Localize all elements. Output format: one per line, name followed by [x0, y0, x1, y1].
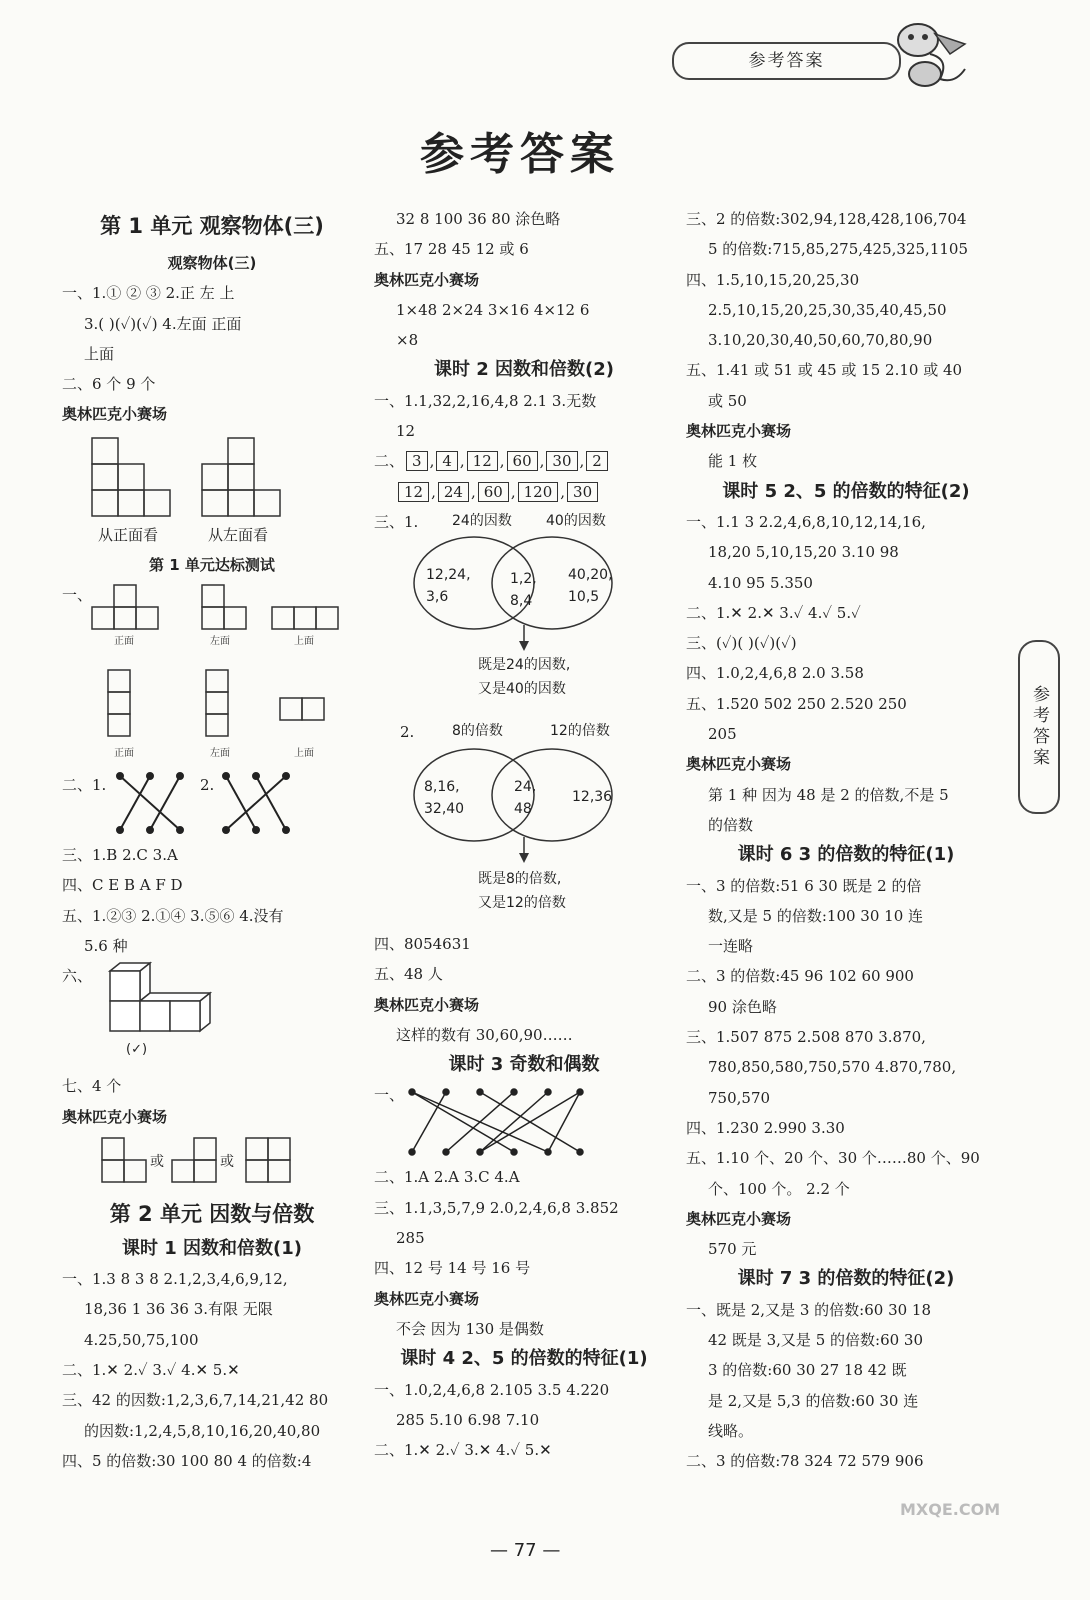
answer-line: 18,20 5,10,15,20 3.10 98 — [708, 543, 899, 562]
answer-line: 五、1.②③ 2.①④ 3.⑤⑥ 4.没有 — [62, 906, 284, 925]
answer-line: 四、1.5,10,15,20,25,30 — [686, 270, 860, 289]
answer-line: 二、1.✕ 2.✕ 3.✓ 4.✓ 5.✓ — [686, 603, 861, 622]
venn-label: 24的因数 — [452, 512, 512, 529]
olympiad-heading: 奥林匹克小赛场 — [374, 1289, 480, 1308]
venn-value: 3,6 — [426, 588, 449, 605]
answer-line: 一、1.3 8 3 8 2.1,2,3,4,6,9,12, — [62, 1270, 288, 1289]
or-label: 或 — [150, 1153, 164, 1170]
venn-value: 10,5 — [568, 588, 600, 605]
page-number: — 77 — — [490, 1540, 561, 1561]
answer-line: 18,36 1 36 36 3.有限 无限 — [84, 1300, 273, 1319]
answer-line: 第 1 种 因为 48 是 2 的倍数,不是 5 — [708, 785, 949, 804]
answer-line: 二、1.A 2.A 3.C 4.A — [374, 1168, 520, 1187]
unit-heading: 第 1 单元 观察物体(三) — [100, 214, 324, 238]
olympiad-heading: 奥林匹克小赛场 — [686, 1209, 792, 1228]
answer-line: 750,570 — [708, 1088, 771, 1107]
answer-line: 一、3 的倍数:51 6 30 既是 2 的倍 — [686, 876, 922, 895]
venn-diagram-multiples — [374, 717, 674, 929]
question-number: 六、 — [62, 967, 93, 986]
answer-line: 的因数:1,2,4,5,8,10,16,20,40,80 — [84, 1421, 321, 1440]
question-number: 一、 — [374, 1086, 405, 1105]
olympiad-heading: 奥林匹克小赛场 — [62, 405, 168, 424]
question-number: 一、 — [62, 586, 93, 605]
answer-line: 能 1 枚 — [708, 452, 758, 471]
figure-caption: 从正面看 — [98, 525, 159, 544]
answer-line: 四、12 号 14 号 16 号 — [374, 1259, 531, 1278]
boxed-answer: 60 — [478, 482, 509, 502]
lesson-heading: 课时 4 2、5 的倍数的特征(1) — [400, 1348, 648, 1370]
answer-line: 一、1.1 3 2.2,4,6,8,10,12,14,16, — [686, 512, 926, 531]
lesson-heading: 课时 6 3 的倍数的特征(1) — [737, 844, 955, 866]
venn-value: 48 — [514, 800, 532, 817]
answer-line: 4.10 95 5.350 — [708, 573, 813, 592]
answer-line: 一连略 — [708, 937, 754, 956]
boxed-answer: 12 — [467, 451, 498, 471]
answer-line: 4.25,50,75,100 — [84, 1330, 199, 1349]
answer-line: 不会 因为 130 是偶数 — [396, 1319, 544, 1338]
answer-line: 3 的倍数:60 30 27 18 42 既 — [708, 1361, 907, 1380]
side-tab: 参考答案 — [1018, 640, 1060, 814]
boxed-answer: 30 — [567, 482, 598, 502]
boxed-answer: 120 — [518, 482, 559, 502]
venn-label: 8的倍数 — [452, 722, 503, 739]
answer-line: 数,又是 5 的倍数:100 30 10 连 — [708, 906, 924, 925]
venn-value: 8,16, — [424, 778, 460, 795]
olympiad-heading: 奥林匹克小赛场 — [686, 755, 792, 774]
answer-line: 五、1.520 502 250 2.520 250 — [686, 694, 907, 713]
view-label: 上面 — [294, 748, 314, 760]
venn-value: 8,4 — [510, 592, 533, 609]
view-label: 左面 — [210, 748, 230, 760]
venn-caption: 既是8的倍数, — [478, 870, 562, 887]
answer-line: 二、3 的倍数:78 324 72 579 906 — [686, 1452, 924, 1471]
cube-figure — [62, 961, 362, 1071]
shape-options-figure — [62, 1132, 362, 1194]
answer-line: 570 元 — [708, 1240, 757, 1259]
venn-value: 12,36 — [572, 788, 613, 805]
answer-line: 5.6 种 — [84, 936, 128, 955]
view-label: 正面 — [114, 636, 134, 648]
answer-line: 3.10,20,30,40,50,60,70,80,90 — [708, 331, 933, 350]
answer-line: 三、1.507 875 2.508 870 3.870, — [686, 1028, 926, 1047]
or-label: 或 — [220, 1153, 234, 1170]
answer-line: ×8 — [396, 331, 419, 350]
answer-line: 1×48 2×24 3×16 4×12 6 — [396, 300, 590, 319]
answer-line: 三、1.1,3,5,7,9 2.0,2,4,6,8 3.852 — [374, 1198, 619, 1217]
answer-line: 三、2 的倍数:302,94,128,428,106,704 — [686, 210, 967, 228]
venn-value: 1,2, — [510, 570, 537, 587]
answer-line: 285 — [396, 1229, 425, 1248]
question-number: 2. — [400, 722, 415, 741]
answer-line: 3.( )(✓)(✓) 4.左面 正面 — [84, 314, 242, 333]
lesson-heading: 课时 1 因数和倍数(1) — [121, 1237, 303, 1259]
figure-caption: 从左面看 — [208, 525, 269, 544]
answer-line: 的倍数 — [708, 815, 754, 834]
boxed-answer: 4 — [436, 451, 458, 471]
answer-line: 205 — [708, 725, 737, 744]
answer-line: 四、5 的倍数:30 100 80 4 的倍数:4 — [62, 1451, 312, 1470]
olympiad-heading: 奥林匹克小赛场 — [686, 422, 792, 441]
boxed-answer: 2 — [586, 451, 608, 471]
odd-even-matching-figure — [374, 1080, 674, 1162]
answer-line: 四、1.230 2.990 3.30 — [686, 1118, 845, 1137]
answer-line: 四、C E B A F D — [62, 876, 183, 895]
question-number: 三、1. — [374, 512, 419, 531]
answer-line: 90 涂色略 — [708, 997, 777, 1016]
boxed-answer: 30 — [546, 451, 577, 471]
venn-value: 32,40 — [424, 800, 465, 817]
lesson-heading: 课时 3 奇数和偶数 — [448, 1054, 600, 1076]
answer-line: 12 — [396, 422, 416, 441]
answer-line: 五、1.41 或 51 或 45 或 15 2.10 或 40 — [686, 361, 963, 380]
check-mark: (✓) — [126, 1042, 148, 1058]
answer-line: 五、48 人 — [374, 965, 443, 984]
answer-line: 五、1.10 个、20 个、30 个……80 个、90 — [686, 1149, 980, 1168]
column-1 — [62, 204, 362, 1476]
boxed-answer: 12 — [398, 482, 429, 502]
answer-line: 线略。 — [708, 1421, 754, 1440]
answer-line: 三、1.B 2.C 3.A — [62, 846, 178, 865]
venn-label: 40的因数 — [546, 512, 606, 529]
column-3 — [686, 204, 1006, 1476]
answer-line: 或 50 — [708, 391, 747, 410]
venn-caption: 既是24的因数, — [478, 656, 571, 673]
view-label: 左面 — [210, 636, 230, 648]
answer-line: 三、(✓)( )(✓)(✓) — [686, 634, 797, 653]
venn-caption: 又是12的倍数 — [478, 894, 566, 911]
answer-line: 四、8054631 — [374, 934, 471, 953]
venn-diagram-factors — [374, 507, 674, 717]
answer-line: 七、4 个 — [62, 1077, 122, 1096]
section-heading: 观察物体(三) — [167, 254, 257, 272]
boxed-answer: 3 — [406, 451, 428, 471]
question-number: 二、1. — [62, 776, 107, 795]
answer-line: 5 的倍数:715,85,275,425,325,1105 — [708, 240, 968, 259]
olympiad-heading: 奥林匹克小赛场 — [62, 1107, 168, 1126]
answer-line: 780,850,580,750,570 4.870,780, — [708, 1058, 957, 1077]
venn-value: 40,20, — [568, 566, 613, 583]
answer-line: 四、1.0,2,4,6,8 2.0 3.58 — [686, 664, 864, 683]
answer-line: 2.5,10,15,20,25,30,35,40,45,50 — [708, 300, 947, 319]
boxed-answers-row: 二、 3 , 4 , 12 , 60 , 30 , 2 — [374, 446, 674, 476]
answer-line: 一、既是 2,又是 3 的倍数:60 30 18 — [686, 1300, 932, 1319]
lesson-heading: 课时 2 因数和倍数(2) — [433, 359, 615, 381]
answer-line: 32 8 100 36 80 涂色略 — [396, 210, 561, 228]
boxed-answer: 24 — [438, 482, 469, 502]
three-views-figure — [62, 580, 362, 770]
matching-figure — [62, 770, 362, 840]
olympiad-heading: 奥林匹克小赛场 — [374, 995, 480, 1014]
answer-line: 个、100 个。 2.2 个 — [708, 1179, 850, 1198]
answer-line: 285 5.10 6.98 7.10 — [396, 1410, 540, 1429]
boxed-answers-row: 12 , 24 , 60 , 120 , 30 — [374, 477, 674, 507]
answer-line: 五、17 28 45 12 或 6 — [374, 240, 529, 259]
answer-line: 二、6 个 9 个 — [62, 375, 156, 394]
page-title: 参考答案 — [420, 129, 620, 180]
answer-line: 一、1.1,32,2,16,4,8 2.1 3.无数 — [374, 391, 597, 410]
answer-line: 是 2,又是 5,3 的倍数:60 30 连 — [708, 1391, 919, 1410]
answer-line: 一、1.0,2,4,6,8 2.105 3.5 4.220 — [374, 1380, 610, 1399]
header-pill: 参考答案 — [672, 42, 901, 80]
lesson-heading: 课时 7 3 的倍数的特征(2) — [737, 1268, 955, 1290]
unit-heading: 第 2 单元 因数与倍数 — [109, 1201, 315, 1226]
question-number: 二、 — [374, 452, 405, 471]
view-label: 正面 — [114, 748, 134, 760]
view-label: 上面 — [294, 636, 314, 648]
venn-value: 12,24, — [426, 566, 471, 583]
venn-value: 24, — [514, 778, 537, 795]
watermark-logo: MXQE.COM — [900, 1500, 1001, 1519]
answer-line: 这样的数有 30,60,90…… — [396, 1025, 573, 1044]
views-figure — [62, 430, 362, 550]
answer-line: 二、1.✕ 2.✓ 3.✓ 4.✕ 5.✕ — [62, 1361, 240, 1380]
answer-line: 二、3 的倍数:45 96 102 60 900 — [686, 967, 914, 986]
lesson-heading: 课时 5 2、5 的倍数的特征(2) — [722, 480, 970, 502]
venn-label: 12的倍数 — [550, 722, 610, 739]
column-2 — [374, 204, 674, 1465]
boxed-answer: 60 — [507, 451, 538, 471]
question-number: 2. — [200, 776, 215, 795]
answer-line: 一、1.① ② ③ 2.正 左 上 — [62, 284, 235, 303]
venn-caption: 又是40的因数 — [478, 680, 566, 697]
answer-line: 三、42 的因数:1,2,3,6,7,14,21,42 80 — [62, 1391, 329, 1410]
answer-line: 二、1.✕ 2.✓ 3.✕ 4.✓ 5.✕ — [374, 1441, 552, 1460]
answer-line: 42 既是 3,又是 5 的倍数:60 30 — [708, 1330, 924, 1349]
section-heading: 第 1 单元达标测试 — [149, 555, 275, 574]
olympiad-heading: 奥林匹克小赛场 — [374, 270, 480, 289]
answer-line: 上面 — [84, 344, 115, 363]
